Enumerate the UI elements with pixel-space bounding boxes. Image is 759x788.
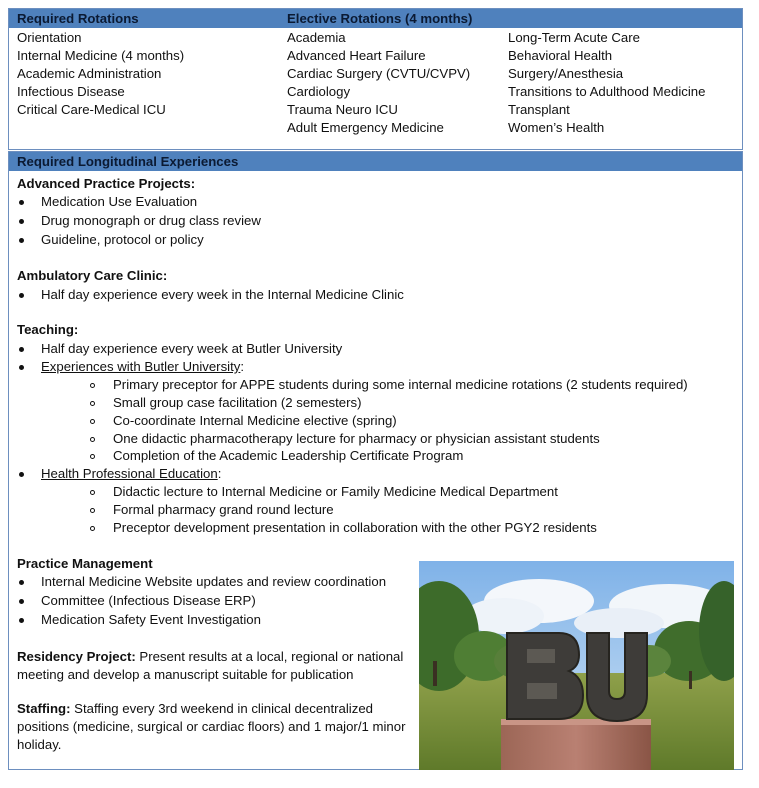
circle-bullet-icon xyxy=(90,383,95,388)
bullet-icon xyxy=(19,618,24,623)
circle-bullet-icon xyxy=(90,490,95,495)
elective-rotation: Advanced Heart Failure xyxy=(287,48,426,63)
section-title-teaching: Teaching: xyxy=(17,322,79,337)
list-item: Half day experience every week at Butler University xyxy=(41,341,343,356)
colon: : xyxy=(240,359,245,374)
circle-bullet-icon xyxy=(90,526,95,531)
rotations-header xyxy=(9,9,742,28)
residency-project-title: Residency Project: xyxy=(17,649,136,664)
bullet-icon xyxy=(19,472,24,477)
elective-rotation: Women’s Health xyxy=(508,120,605,135)
bullet-icon xyxy=(19,293,24,298)
required-rotation: Infectious Disease xyxy=(17,84,125,99)
list-item: Drug monograph or drug class review xyxy=(41,213,261,228)
list-item: Committee (Infectious Disease ERP) xyxy=(41,593,256,608)
section-title-pm: Practice Management xyxy=(17,556,153,571)
list-item: Half day experience every week in the Internal Medicine Clinic xyxy=(41,287,404,302)
bullet-icon xyxy=(19,347,24,352)
list-item: Medication Use Evaluation xyxy=(41,194,198,209)
circle-bullet-icon xyxy=(90,508,95,513)
bullet-icon xyxy=(19,238,24,243)
staffing-title: Staffing: xyxy=(17,701,71,716)
bullet-icon xyxy=(19,200,24,205)
section-title-app: Advanced Practice Projects: xyxy=(17,176,196,191)
elective-rotation: Behavioral Health xyxy=(508,48,613,63)
butler-label: Experiences with Butler University xyxy=(41,359,241,374)
elective-rotation: Surgery/Anesthesia xyxy=(508,66,624,81)
butler-bu-sign-photo xyxy=(419,561,734,770)
longitudinal-table xyxy=(8,151,743,770)
elective-rotation: Transplant xyxy=(508,102,570,117)
bullet-icon xyxy=(19,365,24,370)
required-rotation: Academic Administration xyxy=(17,66,162,81)
bullet-icon xyxy=(19,580,24,585)
residency-project xyxy=(17,648,407,684)
colon: : xyxy=(217,466,222,481)
required-rotation: Internal Medicine (4 months) xyxy=(17,48,185,63)
circle-bullet-icon xyxy=(90,437,95,442)
circle-bullet-icon xyxy=(90,454,95,459)
rotations-table xyxy=(8,8,743,150)
hpe-label: Health Professional Education xyxy=(41,466,218,481)
list-item: Medication Safety Event Investigation xyxy=(41,612,261,627)
hpe-experiences xyxy=(41,466,221,481)
elective-rotation: Adult Emergency Medicine xyxy=(287,120,444,135)
sub-list-item: One didactic pharmacotherapy lecture for pharmacy or physician assistant students xyxy=(113,431,600,446)
sub-list-item: Completion of the Academic Leadership Certificate Program xyxy=(113,448,464,463)
bu-sign-illustration xyxy=(419,561,734,770)
elective-rotation: Transitions to Adulthood Medicine xyxy=(508,84,706,99)
list-item: Guideline, protocol or policy xyxy=(41,232,204,247)
sub-list-item: Co-coordinate Internal Medicine elective (spring) xyxy=(113,413,397,428)
elective-rotation: Cardiology xyxy=(287,84,351,99)
elective-rotations-header: Elective Rotations (4 months) xyxy=(287,11,473,26)
elective-rotation: Cardiac Surgery (CVTU/CVPV) xyxy=(287,66,471,81)
elective-rotation: Academia xyxy=(287,30,346,45)
elective-rotation: Long-Term Acute Care xyxy=(508,30,640,45)
staffing-text: Staffing every 3rd weekend in clinical decentralized positions (medicine, surgical or cardiac floors) and 1 major/1 minor holiday. xyxy=(17,701,406,752)
sub-list-item: Formal pharmacy grand round lecture xyxy=(113,502,334,517)
longitudinal-header xyxy=(9,152,742,171)
sub-list-item: Didactic lecture to Internal Medicine or Family Medicine Medical Department xyxy=(113,484,558,499)
sub-list-item: Preceptor development presentation in collaboration with the other PGY2 residents xyxy=(113,520,597,535)
elective-rotation: Trauma Neuro ICU xyxy=(287,102,398,117)
sub-list-item: Small group case facilitation (2 semesters) xyxy=(113,395,362,410)
longitudinal-header-title: Required Longitudinal Experiences xyxy=(17,154,239,169)
circle-bullet-icon xyxy=(90,419,95,424)
section-title-acc: Ambulatory Care Clinic: xyxy=(17,268,168,283)
bullet-icon xyxy=(19,599,24,604)
staffing xyxy=(17,700,407,754)
list-item: Internal Medicine Website updates and review coordination xyxy=(41,574,387,589)
residency-project-text: Present results at a local, regional or national meeting and develop a manuscript suitable for publication xyxy=(17,649,404,682)
required-rotations-header: Required Rotations xyxy=(17,11,139,26)
butler-experiences xyxy=(41,359,244,374)
required-rotation: Critical Care-Medical ICU xyxy=(17,102,166,117)
required-rotation: Orientation xyxy=(17,30,82,45)
sub-list-item: Primary preceptor for APPE students during some internal medicine rotations (2 students required) xyxy=(113,377,688,392)
circle-bullet-icon xyxy=(90,401,95,406)
bullet-icon xyxy=(19,219,24,224)
